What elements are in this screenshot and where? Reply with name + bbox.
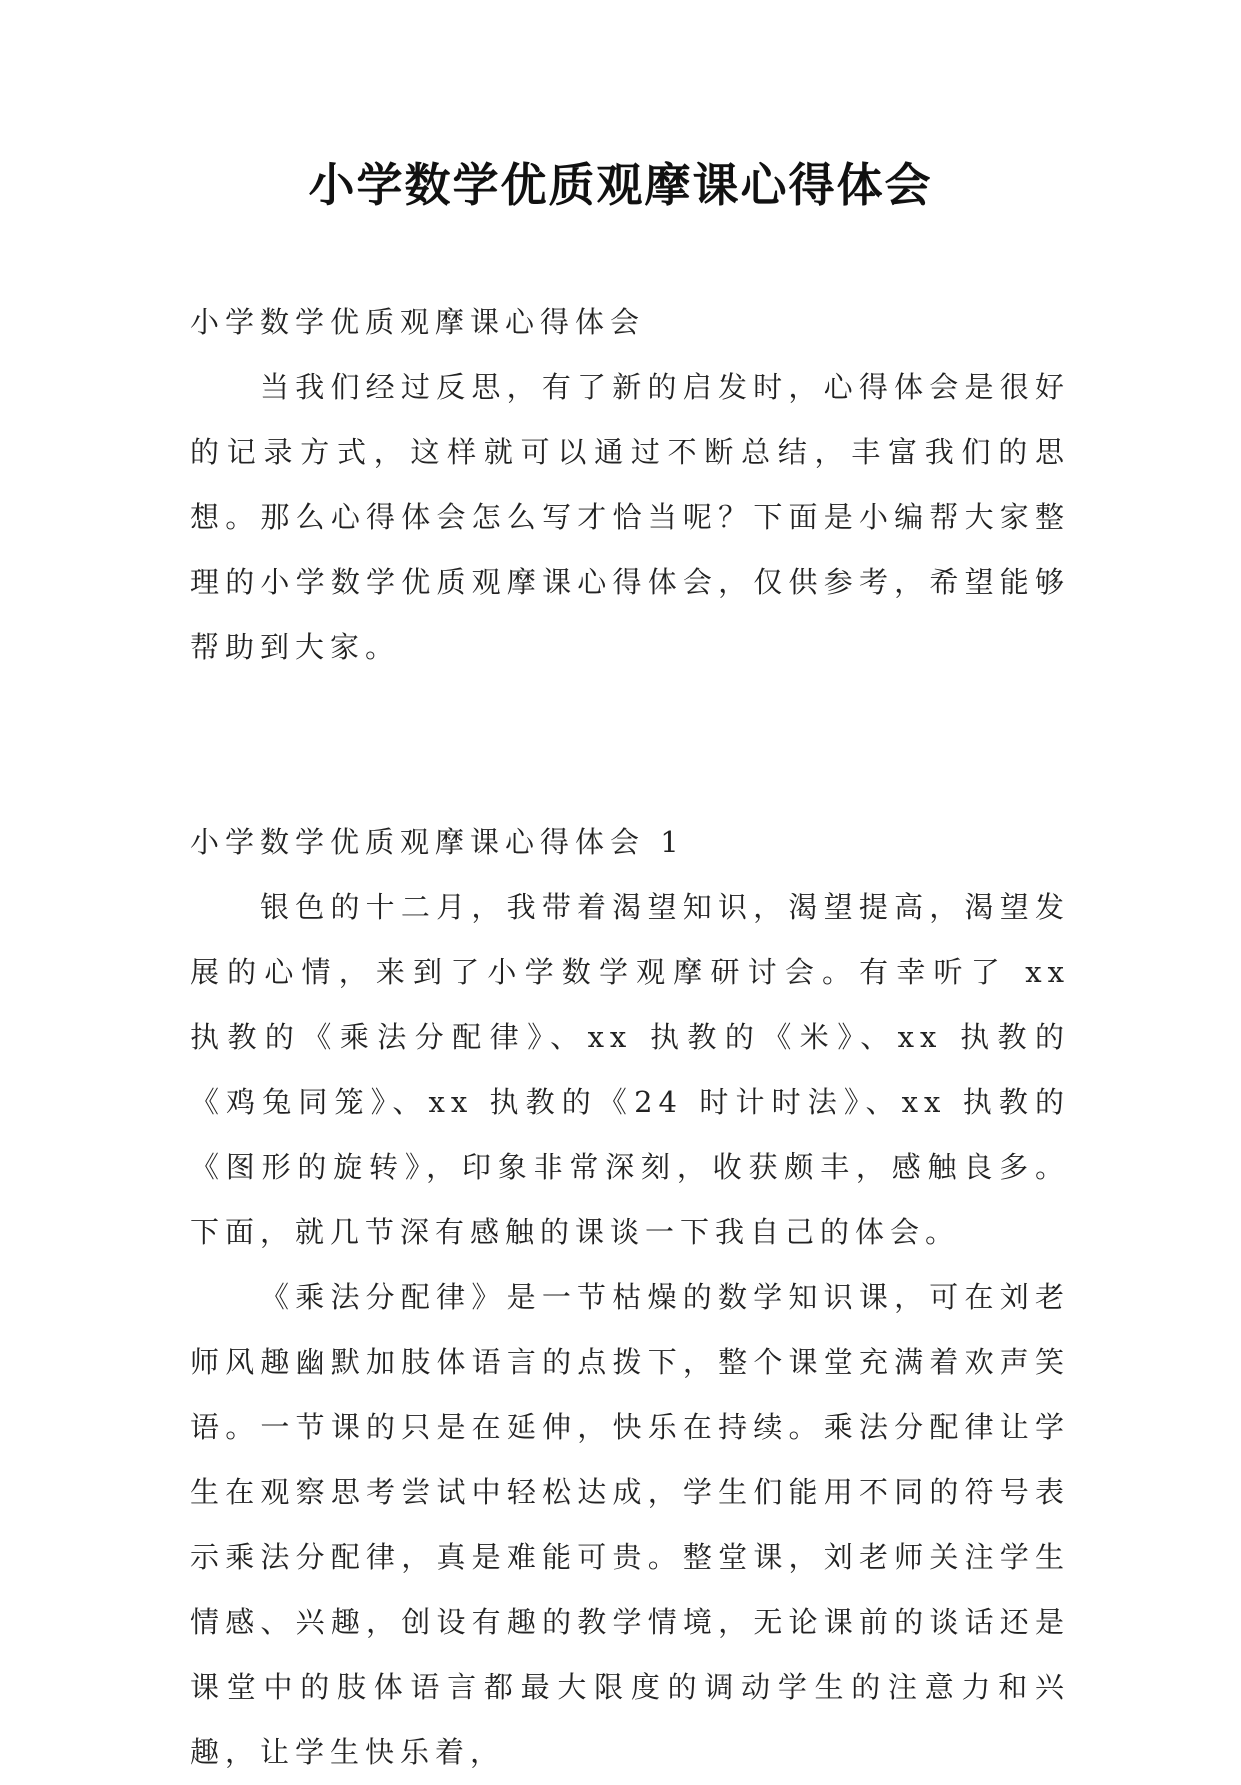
intro-paragraph: 当我们经过反思，有了新的启发时，心得体会是很好的记录方式，这样就可以通过不断总结，丰富我们的思想。那么心得体会怎么写才恰当呢？下面是小编帮大家整理的小学数学优质观摩课心得体会，仅供参考，希望能够帮助到大家。 (190, 370, 1070, 664)
document-body (190, 290, 1070, 1785)
intro-heading: 小学数学优质观摩课心得体会 (190, 305, 646, 339)
section-1-paragraph-1: 银色的十二月，我带着渴望知识，渴望提高，渴望发展的心情，来到了小学数学观摩研讨会。有幸听了 xx 执教的《乘法分配律》、xx 执教的《米》、xx 执教的《鸡兔同笼》、xx 执教的《24 时计时法》、xx 执教的《图形的旋转》，印象非常深刻，收获颇丰，感触良多。下面，就几节深有感触的课谈一下我自己的体会。 (190, 890, 1070, 1249)
section-1-heading: 小学数学优质观摩课心得体会 1 (190, 825, 685, 859)
document-title: 小学数学优质观摩课心得体会 (308, 158, 933, 212)
section-spacer (190, 680, 1070, 810)
section-1-paragraph-2: 《乘法分配律》是一节枯燥的数学知识课，可在刘老师风趣幽默加肢体语言的点拨下，整个课堂充满着欢声笑语。一节课的只是在延伸，快乐在持续。乘法分配律让学生在观察思考尝试中轻松达成，学生们能用不同的符号表示乘法分配律，真是难能可贵。整堂课，刘老师关注学生情感、兴趣，创设有趣的教学情境，无论课前的谈话还是课堂中的肢体语言都最大限度的调动学生的注意力和兴趣，让学生快乐着， (190, 1280, 1070, 1769)
